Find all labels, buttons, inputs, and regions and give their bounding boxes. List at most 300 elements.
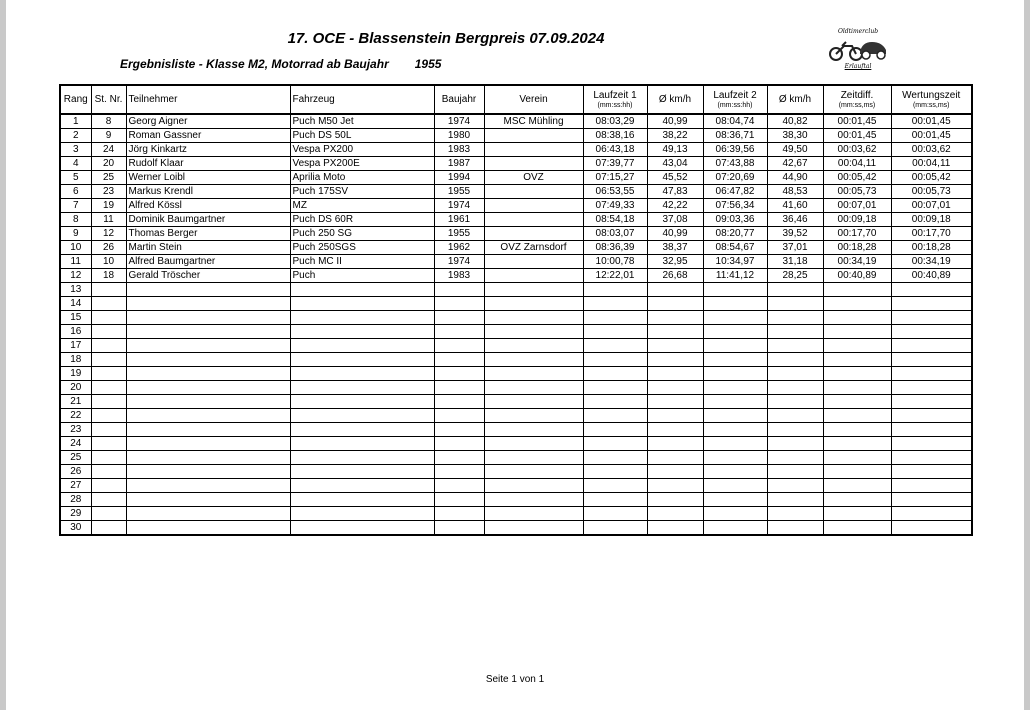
table-row — [60, 311, 972, 325]
cell-wertungszeit: 00:05,42 — [891, 171, 972, 185]
cell-teilnehmer: Gerald Tröscher — [126, 269, 290, 283]
cell-teilnehmer: Markus Krendl — [126, 185, 290, 199]
cell-baujahr: 1955 — [434, 227, 484, 241]
cell-teilnehmer — [126, 381, 290, 395]
cell-fahrzeug — [290, 451, 434, 465]
cell-laufzeit-2 — [703, 493, 767, 507]
cell-rang: 3 — [60, 143, 91, 157]
table-row — [60, 493, 972, 507]
cell-wertungszeit: 00:07,01 — [891, 199, 972, 213]
table-row — [60, 409, 972, 423]
cell-rang: 15 — [60, 311, 91, 325]
cell-teilnehmer — [126, 521, 290, 536]
cell-wertungszeit: 00:01,45 — [891, 114, 972, 129]
cell-teilnehmer — [126, 493, 290, 507]
cell-wertungszeit — [891, 409, 972, 423]
cell-fahrzeug: MZ — [290, 199, 434, 213]
cell-laufzeit-2 — [703, 423, 767, 437]
cell-kmh-1 — [647, 409, 703, 423]
cell-zeitdiff — [823, 507, 891, 521]
cell-fahrzeug — [290, 409, 434, 423]
cell-laufzeit-2 — [703, 381, 767, 395]
cell-laufzeit-1 — [583, 423, 647, 437]
cell-rang: 2 — [60, 129, 91, 143]
cell-teilnehmer: Alfred Kössl — [126, 199, 290, 213]
cell-verein — [484, 367, 583, 381]
cell-startnummer — [91, 451, 126, 465]
cell-verein — [484, 353, 583, 367]
table-row — [60, 395, 972, 409]
cell-wertungszeit — [891, 437, 972, 451]
motorcycle-car-icon — [826, 36, 890, 62]
cell-fahrzeug — [290, 479, 434, 493]
cell-rang: 18 — [60, 353, 91, 367]
cell-zeitdiff — [823, 367, 891, 381]
cell-laufzeit-1 — [583, 339, 647, 353]
laufzeit-2-label: Laufzeit 2 — [713, 89, 757, 101]
cell-laufzeit-1 — [583, 297, 647, 311]
cell-verein — [484, 185, 583, 199]
cell-laufzeit-2 — [703, 395, 767, 409]
cell-rang: 16 — [60, 325, 91, 339]
results-table — [59, 84, 973, 536]
cell-zeitdiff: 00:01,45 — [823, 129, 891, 143]
cell-kmh-2 — [767, 507, 823, 521]
cell-verein: MSC Mühling — [484, 114, 583, 129]
cell-zeitdiff — [823, 437, 891, 451]
cell-laufzeit-1 — [583, 493, 647, 507]
cell-wertungszeit — [891, 479, 972, 493]
cell-zeitdiff — [823, 311, 891, 325]
cell-kmh-1: 42,22 — [647, 199, 703, 213]
cell-startnummer: 18 — [91, 269, 126, 283]
cell-zeitdiff — [823, 395, 891, 409]
cell-zeitdiff — [823, 451, 891, 465]
cell-laufzeit-1 — [583, 381, 647, 395]
table-row — [60, 521, 972, 536]
cell-kmh-1: 49,13 — [647, 143, 703, 157]
cell-baujahr — [434, 381, 484, 395]
laufzeit-1-label: Laufzeit 1 — [593, 89, 637, 101]
cell-laufzeit-1 — [583, 353, 647, 367]
cell-teilnehmer — [126, 283, 290, 297]
page-footer: Seite 1 von 1 — [485, 674, 545, 685]
cell-baujahr: 1955 — [434, 185, 484, 199]
cell-startnummer — [91, 311, 126, 325]
cell-wertungszeit — [891, 507, 972, 521]
cell-startnummer: 25 — [91, 171, 126, 185]
cell-verein — [484, 213, 583, 227]
cell-laufzeit-1 — [583, 465, 647, 479]
cell-zeitdiff — [823, 339, 891, 353]
cell-fahrzeug — [290, 521, 434, 536]
cell-rang: 19 — [60, 367, 91, 381]
cell-wertungszeit — [891, 395, 972, 409]
cell-teilnehmer — [126, 311, 290, 325]
cell-kmh-2: 40,82 — [767, 114, 823, 129]
cell-baujahr — [434, 325, 484, 339]
cell-startnummer: 19 — [91, 199, 126, 213]
subtitle-text: Ergebnisliste - Klasse M2, Motorrad ab Baujahr — [120, 57, 389, 71]
cell-kmh-1: 26,68 — [647, 269, 703, 283]
cell-kmh-2 — [767, 451, 823, 465]
cell-baujahr — [434, 297, 484, 311]
cell-kmh-1 — [647, 339, 703, 353]
cell-wertungszeit — [891, 283, 972, 297]
cell-fahrzeug: Puch M50 Jet — [290, 114, 434, 129]
table-row — [60, 465, 972, 479]
logo-text-bottom: Erlauftal — [844, 63, 872, 70]
cell-laufzeit-1: 08:03,29 — [583, 114, 647, 129]
cell-laufzeit-2: 11:41,12 — [703, 269, 767, 283]
cell-zeitdiff: 00:01,45 — [823, 114, 891, 129]
cell-kmh-2: 44,90 — [767, 171, 823, 185]
cell-laufzeit-1: 08:38,16 — [583, 129, 647, 143]
cell-teilnehmer — [126, 297, 290, 311]
cell-rang: 5 — [60, 171, 91, 185]
cell-wertungszeit: 00:18,28 — [891, 241, 972, 255]
cell-laufzeit-1 — [583, 395, 647, 409]
cell-verein — [484, 479, 583, 493]
zeitdiff-unit: (mm:ss,ms) — [838, 101, 876, 109]
cell-fahrzeug: Puch 250 SG — [290, 227, 434, 241]
cell-laufzeit-1: 08:54,18 — [583, 213, 647, 227]
table-header-row — [60, 85, 972, 114]
header-zeitdiff — [823, 85, 891, 114]
document-subtitle — [120, 57, 441, 71]
cell-zeitdiff — [823, 521, 891, 536]
cell-kmh-1: 40,99 — [647, 114, 703, 129]
cell-kmh-2 — [767, 409, 823, 423]
cell-laufzeit-2 — [703, 451, 767, 465]
cell-laufzeit-2: 07:43,88 — [703, 157, 767, 171]
cell-verein — [484, 157, 583, 171]
cell-zeitdiff: 00:18,28 — [823, 241, 891, 255]
table-row — [60, 479, 972, 493]
cell-kmh-1: 45,52 — [647, 171, 703, 185]
cell-baujahr — [434, 423, 484, 437]
cell-baujahr: 1980 — [434, 129, 484, 143]
cell-teilnehmer: Werner Loibl — [126, 171, 290, 185]
cell-teilnehmer — [126, 409, 290, 423]
cell-kmh-1 — [647, 297, 703, 311]
cell-kmh-2: 49,50 — [767, 143, 823, 157]
cell-rang: 1 — [60, 114, 91, 129]
cell-baujahr — [434, 465, 484, 479]
cell-kmh-2 — [767, 423, 823, 437]
cell-kmh-2 — [767, 297, 823, 311]
cell-rang: 17 — [60, 339, 91, 353]
cell-kmh-2 — [767, 283, 823, 297]
cell-startnummer — [91, 465, 126, 479]
cell-fahrzeug — [290, 381, 434, 395]
cell-startnummer: 20 — [91, 157, 126, 171]
table-row — [60, 129, 972, 143]
cell-wertungszeit — [891, 311, 972, 325]
cell-baujahr — [434, 479, 484, 493]
cell-startnummer — [91, 521, 126, 536]
cell-baujahr — [434, 283, 484, 297]
cell-fahrzeug — [290, 325, 434, 339]
cell-wertungszeit: 00:17,70 — [891, 227, 972, 241]
cell-laufzeit-1 — [583, 367, 647, 381]
cell-laufzeit-2: 06:47,82 — [703, 185, 767, 199]
cell-startnummer: 23 — [91, 185, 126, 199]
cell-verein — [484, 395, 583, 409]
cell-laufzeit-1: 10:00,78 — [583, 255, 647, 269]
cell-kmh-2 — [767, 353, 823, 367]
cell-laufzeit-2 — [703, 339, 767, 353]
cell-kmh-1: 43,04 — [647, 157, 703, 171]
cell-baujahr — [434, 409, 484, 423]
cell-laufzeit-2 — [703, 437, 767, 451]
cell-kmh-1 — [647, 423, 703, 437]
cell-zeitdiff — [823, 381, 891, 395]
cell-fahrzeug: Puch DS 60R — [290, 213, 434, 227]
cell-laufzeit-1 — [583, 507, 647, 521]
cell-kmh-1 — [647, 325, 703, 339]
cell-startnummer — [91, 479, 126, 493]
cell-baujahr — [434, 353, 484, 367]
cell-verein — [484, 297, 583, 311]
cell-fahrzeug — [290, 507, 434, 521]
cell-kmh-2 — [767, 493, 823, 507]
cell-laufzeit-2: 06:39,56 — [703, 143, 767, 157]
cell-wertungszeit — [891, 297, 972, 311]
cell-teilnehmer — [126, 367, 290, 381]
table-row — [60, 297, 972, 311]
cell-fahrzeug — [290, 423, 434, 437]
cell-kmh-2 — [767, 325, 823, 339]
document-page — [6, 0, 1024, 710]
cell-zeitdiff: 00:09,18 — [823, 213, 891, 227]
cell-wertungszeit — [891, 339, 972, 353]
cell-baujahr — [434, 437, 484, 451]
cell-laufzeit-1: 12:22,01 — [583, 269, 647, 283]
cell-zeitdiff: 00:05,73 — [823, 185, 891, 199]
cell-kmh-1: 47,83 — [647, 185, 703, 199]
header-fahrzeug: Fahrzeug — [290, 85, 434, 114]
cell-laufzeit-1 — [583, 409, 647, 423]
cell-rang: 9 — [60, 227, 91, 241]
header-kmh-1: Ø km/h — [647, 85, 703, 114]
logo-text-top: Oldtimerclub — [837, 28, 879, 35]
cell-zeitdiff: 00:07,01 — [823, 199, 891, 213]
table-row — [60, 213, 972, 227]
cell-kmh-1: 32,95 — [647, 255, 703, 269]
cell-kmh-2 — [767, 465, 823, 479]
results-table-body — [60, 114, 972, 535]
cell-baujahr: 1974 — [434, 114, 484, 129]
cell-zeitdiff — [823, 353, 891, 367]
table-row — [60, 255, 972, 269]
cell-teilnehmer — [126, 507, 290, 521]
cell-fahrzeug — [290, 311, 434, 325]
cell-verein — [484, 199, 583, 213]
cell-startnummer — [91, 423, 126, 437]
cell-startnummer — [91, 353, 126, 367]
cell-rang: 24 — [60, 437, 91, 451]
cell-rang: 26 — [60, 465, 91, 479]
cell-fahrzeug: Puch — [290, 269, 434, 283]
cell-wertungszeit — [891, 353, 972, 367]
cell-wertungszeit — [891, 381, 972, 395]
cell-baujahr: 1961 — [434, 213, 484, 227]
cell-laufzeit-2 — [703, 367, 767, 381]
cell-teilnehmer: Alfred Baumgartner — [126, 255, 290, 269]
header-baujahr: Baujahr — [434, 85, 484, 114]
cell-rang: 13 — [60, 283, 91, 297]
table-row — [60, 451, 972, 465]
table-row — [60, 381, 972, 395]
cell-kmh-2 — [767, 521, 823, 536]
laufzeit-2-unit: (mm:ss:hh) — [717, 101, 753, 109]
cell-baujahr — [434, 507, 484, 521]
cell-zeitdiff: 00:40,89 — [823, 269, 891, 283]
cell-fahrzeug — [290, 367, 434, 381]
cell-kmh-1 — [647, 381, 703, 395]
cell-laufzeit-1: 06:43,18 — [583, 143, 647, 157]
cell-wertungszeit — [891, 465, 972, 479]
cell-rang: 22 — [60, 409, 91, 423]
cell-kmh-1 — [647, 465, 703, 479]
cell-laufzeit-2 — [703, 325, 767, 339]
cell-laufzeit-1: 07:15,27 — [583, 171, 647, 185]
cell-kmh-2: 37,01 — [767, 241, 823, 255]
club-logo — [818, 28, 898, 74]
table-row — [60, 227, 972, 241]
cell-wertungszeit: 00:05,73 — [891, 185, 972, 199]
cell-laufzeit-1 — [583, 451, 647, 465]
cell-laufzeit-2 — [703, 297, 767, 311]
cell-teilnehmer: Jörg Kinkartz — [126, 143, 290, 157]
cell-kmh-2 — [767, 479, 823, 493]
cell-verein — [484, 283, 583, 297]
cell-kmh-1 — [647, 437, 703, 451]
cell-kmh-2: 36,46 — [767, 213, 823, 227]
cell-startnummer — [91, 325, 126, 339]
cell-fahrzeug: Puch DS 50L — [290, 129, 434, 143]
cell-teilnehmer — [126, 325, 290, 339]
cell-kmh-2 — [767, 311, 823, 325]
cell-laufzeit-2: 07:20,69 — [703, 171, 767, 185]
table-row — [60, 507, 972, 521]
cell-baujahr — [434, 451, 484, 465]
cell-startnummer — [91, 339, 126, 353]
cell-laufzeit-2: 08:54,67 — [703, 241, 767, 255]
cell-verein — [484, 255, 583, 269]
cell-kmh-2: 48,53 — [767, 185, 823, 199]
cell-verein — [484, 227, 583, 241]
cell-rang: 8 — [60, 213, 91, 227]
table-row — [60, 353, 972, 367]
cell-laufzeit-2 — [703, 283, 767, 297]
cell-fahrzeug: Puch 250SGS — [290, 241, 434, 255]
table-row — [60, 269, 972, 283]
table-row — [60, 367, 972, 381]
cell-teilnehmer: Thomas Berger — [126, 227, 290, 241]
cell-rang: 21 — [60, 395, 91, 409]
cell-fahrzeug — [290, 297, 434, 311]
cell-kmh-1: 40,99 — [647, 227, 703, 241]
table-row — [60, 283, 972, 297]
cell-fahrzeug — [290, 395, 434, 409]
cell-wertungszeit: 00:03,62 — [891, 143, 972, 157]
cell-verein — [484, 129, 583, 143]
cell-teilnehmer — [126, 395, 290, 409]
cell-verein — [484, 493, 583, 507]
cell-laufzeit-2: 09:03,36 — [703, 213, 767, 227]
cell-baujahr: 1983 — [434, 143, 484, 157]
cell-verein — [484, 507, 583, 521]
subtitle-year: 1955 — [414, 57, 442, 71]
cell-kmh-2: 31,18 — [767, 255, 823, 269]
cell-startnummer: 9 — [91, 129, 126, 143]
cell-laufzeit-1 — [583, 437, 647, 451]
cell-kmh-2: 41,60 — [767, 199, 823, 213]
cell-kmh-2: 28,25 — [767, 269, 823, 283]
table-row — [60, 423, 972, 437]
cell-rang: 25 — [60, 451, 91, 465]
cell-laufzeit-2: 10:34,97 — [703, 255, 767, 269]
cell-rang: 30 — [60, 521, 91, 536]
cell-zeitdiff — [823, 493, 891, 507]
cell-kmh-1 — [647, 367, 703, 381]
table-row — [60, 185, 972, 199]
cell-laufzeit-1: 07:49,33 — [583, 199, 647, 213]
cell-rang: 23 — [60, 423, 91, 437]
cell-rang: 7 — [60, 199, 91, 213]
cell-kmh-1 — [647, 493, 703, 507]
cell-baujahr: 1974 — [434, 199, 484, 213]
cell-wertungszeit: 00:04,11 — [891, 157, 972, 171]
cell-wertungszeit — [891, 521, 972, 536]
cell-teilnehmer: Roman Gassner — [126, 129, 290, 143]
cell-laufzeit-2 — [703, 465, 767, 479]
cell-startnummer: 11 — [91, 213, 126, 227]
cell-verein — [484, 311, 583, 325]
cell-rang: 27 — [60, 479, 91, 493]
cell-baujahr — [434, 311, 484, 325]
cell-verein: OVZ Zarnsdorf — [484, 241, 583, 255]
cell-startnummer: 8 — [91, 114, 126, 129]
wertungszeit-unit: (mm:ss,ms) — [912, 101, 950, 109]
cell-rang: 28 — [60, 493, 91, 507]
cell-fahrzeug — [290, 353, 434, 367]
cell-kmh-2 — [767, 367, 823, 381]
cell-zeitdiff: 00:03,62 — [823, 143, 891, 157]
cell-teilnehmer — [126, 339, 290, 353]
cell-zeitdiff — [823, 297, 891, 311]
header-wertungszeit — [891, 85, 972, 114]
cell-rang: 11 — [60, 255, 91, 269]
cell-zeitdiff — [823, 465, 891, 479]
cell-zeitdiff: 00:05,42 — [823, 171, 891, 185]
cell-laufzeit-2: 08:36,71 — [703, 129, 767, 143]
header-teilnehmer: Teilnehmer — [126, 85, 290, 114]
cell-teilnehmer — [126, 353, 290, 367]
cell-kmh-2 — [767, 437, 823, 451]
cell-verein — [484, 521, 583, 536]
cell-kmh-1 — [647, 521, 703, 536]
cell-fahrzeug — [290, 465, 434, 479]
laufzeit-1-unit: (mm:ss:hh) — [597, 101, 633, 109]
cell-laufzeit-1: 06:53,55 — [583, 185, 647, 199]
table-row — [60, 171, 972, 185]
cell-startnummer — [91, 297, 126, 311]
cell-laufzeit-1 — [583, 479, 647, 493]
cell-teilnehmer — [126, 451, 290, 465]
